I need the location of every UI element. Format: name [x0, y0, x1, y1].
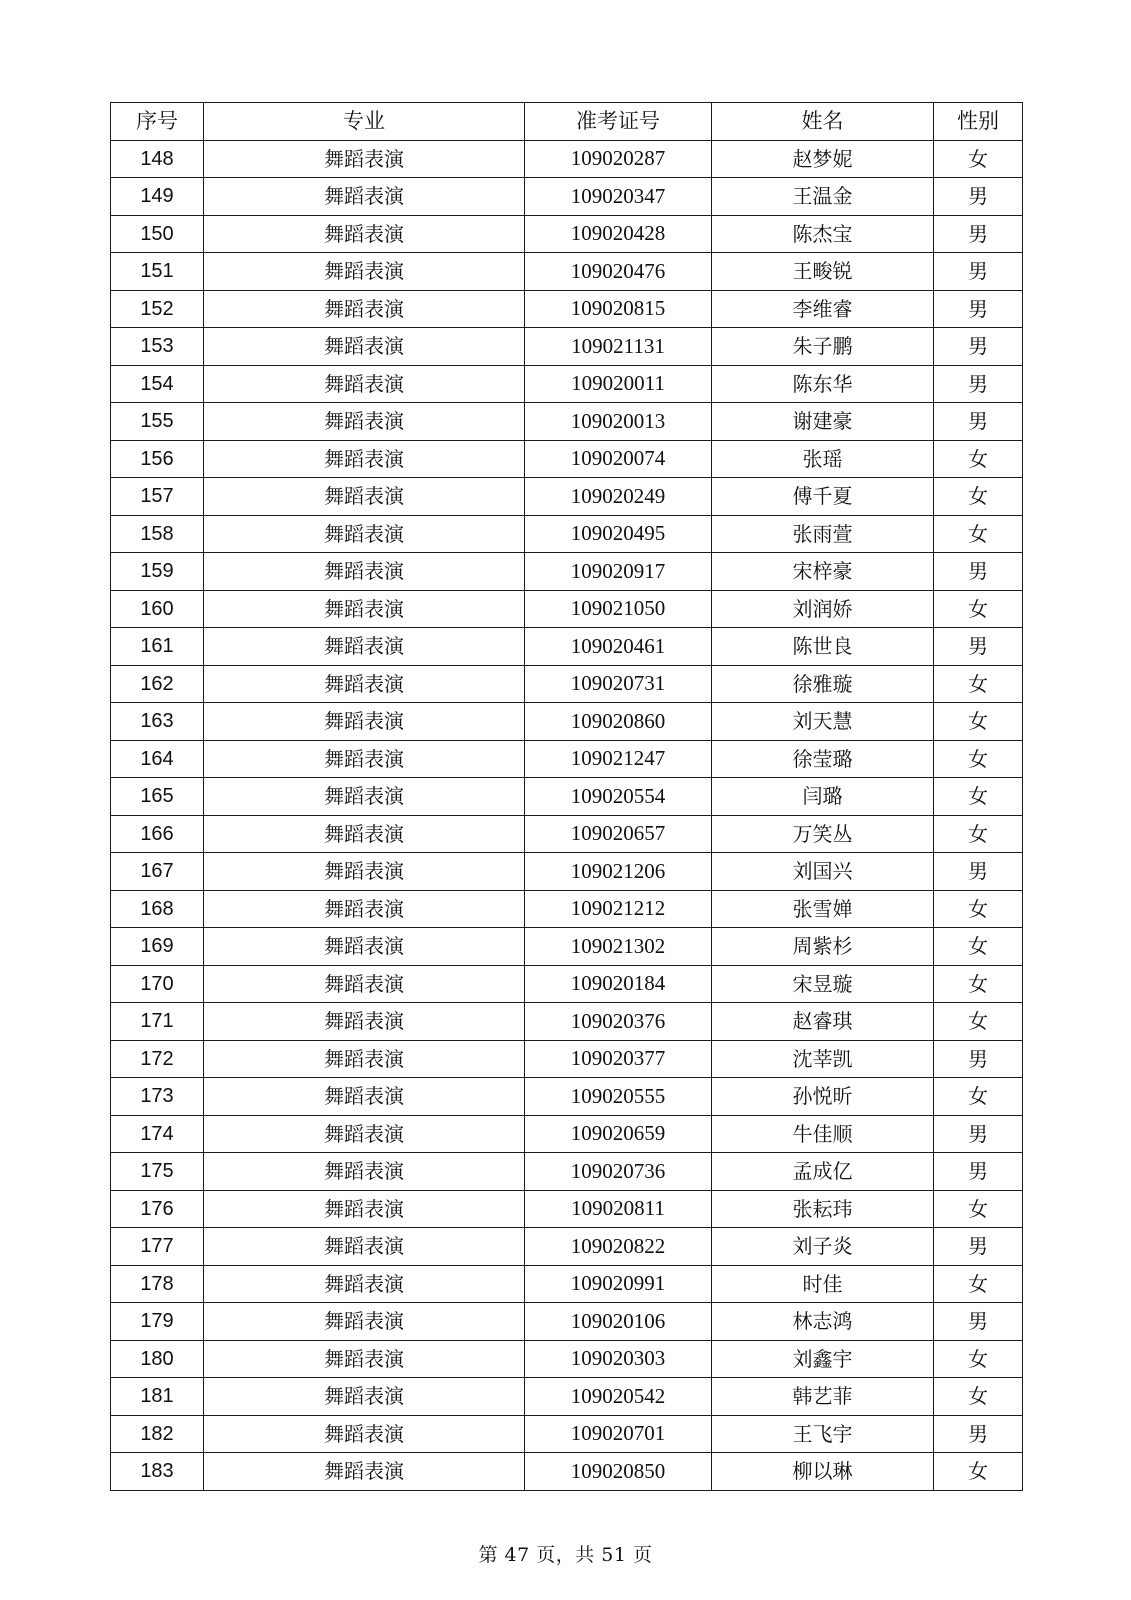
table-row: [111, 890, 1023, 928]
cell-major: 舞蹈表演: [204, 1153, 525, 1191]
cell-seq: 161: [111, 628, 204, 666]
cell-major: 舞蹈表演: [204, 515, 525, 553]
cell-exam-no: 109020991: [525, 1265, 712, 1303]
cell-gender: 男: [934, 1228, 1023, 1266]
cell-name: 万笑丛: [712, 815, 934, 853]
cell-gender: 女: [934, 778, 1023, 816]
table-row: [111, 140, 1023, 178]
cell-gender: 女: [934, 140, 1023, 178]
cell-seq: 172: [111, 1040, 204, 1078]
cell-exam-no: 109020815: [525, 290, 712, 328]
cell-exam-no: 109020461: [525, 628, 712, 666]
cell-name: 周紫杉: [712, 928, 934, 966]
cell-seq: 150: [111, 215, 204, 253]
cell-name: 刘国兴: [712, 853, 934, 891]
cell-gender: 男: [934, 1115, 1023, 1153]
cell-name: 傅千夏: [712, 478, 934, 516]
cell-name: 刘润娇: [712, 590, 934, 628]
cell-name: 牛佳顺: [712, 1115, 934, 1153]
cell-name: 李维睿: [712, 290, 934, 328]
cell-major: 舞蹈表演: [204, 440, 525, 478]
cell-major: 舞蹈表演: [204, 1415, 525, 1453]
cell-gender: 男: [934, 215, 1023, 253]
cell-gender: 女: [934, 815, 1023, 853]
cell-seq: 174: [111, 1115, 204, 1153]
cell-seq: 175: [111, 1153, 204, 1191]
cell-name: 张耘玮: [712, 1190, 934, 1228]
cell-exam-no: 109020860: [525, 703, 712, 741]
cell-seq: 176: [111, 1190, 204, 1228]
cell-major: 舞蹈表演: [204, 365, 525, 403]
cell-major: 舞蹈表演: [204, 1228, 525, 1266]
page-number-footer: 第 47 页，共 51 页: [478, 1544, 653, 1566]
cell-major: 舞蹈表演: [204, 628, 525, 666]
cell-seq: 171: [111, 1003, 204, 1041]
cell-seq: 183: [111, 1453, 204, 1491]
table-row: [111, 440, 1023, 478]
cell-major: 舞蹈表演: [204, 1078, 525, 1116]
cell-gender: 女: [934, 1378, 1023, 1416]
table-row: [111, 1228, 1023, 1266]
table-row: [111, 965, 1023, 1003]
cell-major: 舞蹈表演: [204, 178, 525, 216]
cell-gender: 女: [934, 1340, 1023, 1378]
cell-exam-no: 109020377: [525, 1040, 712, 1078]
cell-seq: 149: [111, 178, 204, 216]
cell-gender: 女: [934, 928, 1023, 966]
cell-name: 刘天慧: [712, 703, 934, 741]
table-row: [111, 1190, 1023, 1228]
table-row: [111, 1115, 1023, 1153]
cell-seq: 152: [111, 290, 204, 328]
cell-major: 舞蹈表演: [204, 928, 525, 966]
cell-gender: 女: [934, 890, 1023, 928]
header-exam-no: 准考证号: [525, 103, 712, 141]
table-row: [111, 553, 1023, 591]
table-row: [111, 628, 1023, 666]
table-row: [111, 1453, 1023, 1491]
table-row: [111, 928, 1023, 966]
cell-gender: 女: [934, 665, 1023, 703]
cell-seq: 154: [111, 365, 204, 403]
cell-major: 舞蹈表演: [204, 778, 525, 816]
cell-name: 赵睿琪: [712, 1003, 934, 1041]
cell-major: 舞蹈表演: [204, 853, 525, 891]
header-name: 姓名: [712, 103, 934, 141]
cell-gender: 女: [934, 965, 1023, 1003]
cell-exam-no: 109020554: [525, 778, 712, 816]
cell-seq: 153: [111, 328, 204, 366]
cell-major: 舞蹈表演: [204, 1040, 525, 1078]
cell-major: 舞蹈表演: [204, 1453, 525, 1491]
cell-exam-no: 109021302: [525, 928, 712, 966]
cell-name: 柳以琳: [712, 1453, 934, 1491]
table-row: [111, 740, 1023, 778]
cell-major: 舞蹈表演: [204, 553, 525, 591]
cell-name: 徐莹璐: [712, 740, 934, 778]
cell-name: 张雨萱: [712, 515, 934, 553]
cell-major: 舞蹈表演: [204, 703, 525, 741]
cell-major: 舞蹈表演: [204, 215, 525, 253]
cell-major: 舞蹈表演: [204, 1115, 525, 1153]
table-row: [111, 515, 1023, 553]
cell-seq: 168: [111, 890, 204, 928]
cell-gender: 女: [934, 590, 1023, 628]
cell-name: 赵梦妮: [712, 140, 934, 178]
table-row: [111, 1153, 1023, 1191]
cell-name: 王畯锐: [712, 253, 934, 291]
cell-seq: 156: [111, 440, 204, 478]
cell-exam-no: 109021050: [525, 590, 712, 628]
cell-major: 舞蹈表演: [204, 140, 525, 178]
cell-name: 林志鸿: [712, 1303, 934, 1341]
cell-name: 陈东华: [712, 365, 934, 403]
cell-name: 韩艺菲: [712, 1378, 934, 1416]
cell-seq: 178: [111, 1265, 204, 1303]
table-row: [111, 253, 1023, 291]
cell-name: 朱子鹏: [712, 328, 934, 366]
header-major: 专业: [204, 103, 525, 141]
table-row: [111, 328, 1023, 366]
cell-seq: 160: [111, 590, 204, 628]
cell-name: 谢建豪: [712, 403, 934, 441]
cell-name: 王飞宇: [712, 1415, 934, 1453]
cell-gender: 女: [934, 1453, 1023, 1491]
cell-exam-no: 109020731: [525, 665, 712, 703]
cell-exam-no: 109020376: [525, 1003, 712, 1041]
cell-name: 徐雅璇: [712, 665, 934, 703]
cell-gender: 男: [934, 365, 1023, 403]
table-row: [111, 1078, 1023, 1116]
cell-exam-no: 109021131: [525, 328, 712, 366]
cell-major: 舞蹈表演: [204, 328, 525, 366]
cell-name: 孙悦昕: [712, 1078, 934, 1116]
table-row: [111, 290, 1023, 328]
cell-seq: 182: [111, 1415, 204, 1453]
cell-major: 舞蹈表演: [204, 478, 525, 516]
cell-gender: 女: [934, 740, 1023, 778]
cell-exam-no: 109020011: [525, 365, 712, 403]
cell-exam-no: 109020555: [525, 1078, 712, 1116]
cell-gender: 男: [934, 628, 1023, 666]
cell-exam-no: 109020106: [525, 1303, 712, 1341]
header-gender: 性别: [934, 103, 1023, 141]
cell-exam-no: 109020249: [525, 478, 712, 516]
table-row: [111, 1378, 1023, 1416]
cell-gender: 男: [934, 1153, 1023, 1191]
cell-seq: 163: [111, 703, 204, 741]
cell-gender: 女: [934, 703, 1023, 741]
table-row: [111, 403, 1023, 441]
cell-seq: 167: [111, 853, 204, 891]
cell-seq: 165: [111, 778, 204, 816]
cell-gender: 男: [934, 328, 1023, 366]
cell-exam-no: 109020811: [525, 1190, 712, 1228]
cell-major: 舞蹈表演: [204, 253, 525, 291]
cell-exam-no: 109020347: [525, 178, 712, 216]
cell-exam-no: 109020701: [525, 1415, 712, 1453]
cell-seq: 162: [111, 665, 204, 703]
table-row: [111, 590, 1023, 628]
cell-name: 王温金: [712, 178, 934, 216]
table-row: [111, 1303, 1023, 1341]
table-row: [111, 665, 1023, 703]
cell-exam-no: 109020476: [525, 253, 712, 291]
header-seq: 序号: [111, 103, 204, 141]
cell-seq: 164: [111, 740, 204, 778]
cell-exam-no: 109020013: [525, 403, 712, 441]
cell-major: 舞蹈表演: [204, 1190, 525, 1228]
cell-seq: 166: [111, 815, 204, 853]
table-header: [111, 103, 1023, 141]
cell-name: 时佳: [712, 1265, 934, 1303]
cell-major: 舞蹈表演: [204, 665, 525, 703]
table-row: [111, 215, 1023, 253]
cell-exam-no: 109020428: [525, 215, 712, 253]
cell-gender: 女: [934, 1078, 1023, 1116]
cell-seq: 180: [111, 1340, 204, 1378]
cell-gender: 男: [934, 1040, 1023, 1078]
cell-gender: 男: [934, 253, 1023, 291]
cell-seq: 159: [111, 553, 204, 591]
cell-major: 舞蹈表演: [204, 1303, 525, 1341]
table-row: [111, 1415, 1023, 1453]
cell-seq: 169: [111, 928, 204, 966]
cell-major: 舞蹈表演: [204, 1340, 525, 1378]
cell-name: 闫璐: [712, 778, 934, 816]
cell-exam-no: 109020287: [525, 140, 712, 178]
cell-gender: 男: [934, 853, 1023, 891]
cell-exam-no: 109020659: [525, 1115, 712, 1153]
cell-major: 舞蹈表演: [204, 890, 525, 928]
cell-gender: 男: [934, 1303, 1023, 1341]
table-row: [111, 815, 1023, 853]
cell-name: 陈世良: [712, 628, 934, 666]
cell-gender: 女: [934, 1265, 1023, 1303]
cell-name: 刘子炎: [712, 1228, 934, 1266]
cell-name: 孟成亿: [712, 1153, 934, 1191]
cell-seq: 181: [111, 1378, 204, 1416]
cell-major: 舞蹈表演: [204, 965, 525, 1003]
cell-exam-no: 109020303: [525, 1340, 712, 1378]
cell-name: 沈莘凯: [712, 1040, 934, 1078]
cell-gender: 男: [934, 290, 1023, 328]
cell-name: 宋梓豪: [712, 553, 934, 591]
admission-roster-table: [110, 102, 1023, 1491]
cell-exam-no: 109020850: [525, 1453, 712, 1491]
cell-gender: 女: [934, 1190, 1023, 1228]
cell-gender: 女: [934, 1003, 1023, 1041]
cell-exam-no: 109020074: [525, 440, 712, 478]
cell-major: 舞蹈表演: [204, 403, 525, 441]
cell-exam-no: 109020736: [525, 1153, 712, 1191]
cell-exam-no: 109020822: [525, 1228, 712, 1266]
cell-seq: 170: [111, 965, 204, 1003]
cell-gender: 男: [934, 553, 1023, 591]
cell-name: 陈杰宝: [712, 215, 934, 253]
table-row: [111, 703, 1023, 741]
cell-name: 宋昱璇: [712, 965, 934, 1003]
cell-seq: 155: [111, 403, 204, 441]
cell-gender: 男: [934, 178, 1023, 216]
cell-major: 舞蹈表演: [204, 290, 525, 328]
cell-exam-no: 109020657: [525, 815, 712, 853]
cell-gender: 女: [934, 478, 1023, 516]
table-row: [111, 478, 1023, 516]
table-row: [111, 778, 1023, 816]
cell-exam-no: 109021212: [525, 890, 712, 928]
cell-seq: 148: [111, 140, 204, 178]
cell-seq: 151: [111, 253, 204, 291]
cell-seq: 157: [111, 478, 204, 516]
cell-exam-no: 109021247: [525, 740, 712, 778]
table-body: [111, 140, 1023, 1490]
cell-gender: 女: [934, 440, 1023, 478]
table-row: [111, 1340, 1023, 1378]
table-row: [111, 1265, 1023, 1303]
cell-gender: 女: [934, 515, 1023, 553]
cell-major: 舞蹈表演: [204, 590, 525, 628]
cell-name: 张瑶: [712, 440, 934, 478]
cell-seq: 177: [111, 1228, 204, 1266]
cell-exam-no: 109020184: [525, 965, 712, 1003]
table-row: [111, 1003, 1023, 1041]
cell-major: 舞蹈表演: [204, 740, 525, 778]
cell-gender: 男: [934, 1415, 1023, 1453]
cell-gender: 男: [934, 403, 1023, 441]
cell-exam-no: 109021206: [525, 853, 712, 891]
cell-exam-no: 109020542: [525, 1378, 712, 1416]
cell-seq: 158: [111, 515, 204, 553]
cell-exam-no: 109020917: [525, 553, 712, 591]
table-row: [111, 365, 1023, 403]
cell-major: 舞蹈表演: [204, 1265, 525, 1303]
cell-name: 刘鑫宇: [712, 1340, 934, 1378]
cell-name: 张雪婵: [712, 890, 934, 928]
table-row: [111, 853, 1023, 891]
header-row: [111, 103, 1023, 141]
cell-exam-no: 109020495: [525, 515, 712, 553]
cell-major: 舞蹈表演: [204, 1378, 525, 1416]
cell-seq: 173: [111, 1078, 204, 1116]
table-row: [111, 178, 1023, 216]
cell-major: 舞蹈表演: [204, 815, 525, 853]
cell-major: 舞蹈表演: [204, 1003, 525, 1041]
table-row: [111, 1040, 1023, 1078]
cell-seq: 179: [111, 1303, 204, 1341]
